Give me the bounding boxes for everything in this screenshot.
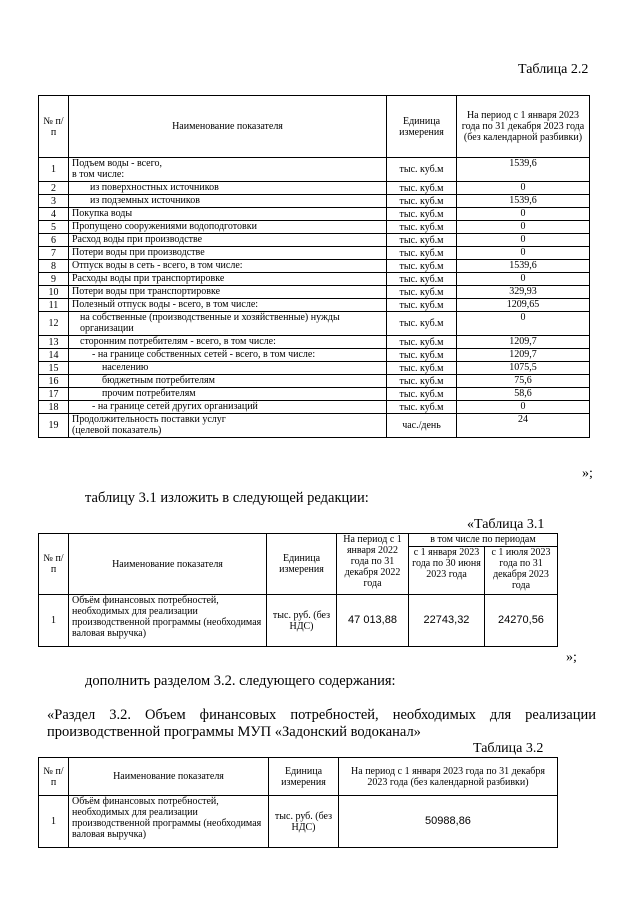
row-value-1: 22743,32	[409, 595, 485, 647]
row-unit: тыс. куб.м	[387, 158, 457, 182]
row-value-2: 24270,56	[485, 595, 558, 647]
row-name-line: населению	[102, 362, 149, 373]
table-row	[39, 158, 590, 182]
row-unit: тыс. куб.м	[387, 336, 457, 349]
table-row	[39, 401, 590, 414]
paragraph-table-3-1-intro: таблицу 3.1 изложить в следующей редакции:	[85, 490, 369, 506]
row-name	[69, 260, 387, 273]
table-2-2-caption: Таблица 2.2	[518, 62, 589, 77]
table-3-2-caption: Таблица 3.2	[473, 741, 544, 756]
row-name-line: Полезный отпуск воды - всего, в том числе:	[72, 299, 259, 310]
section-3-2-title: «Раздел 3.2. Объем финансовых потребностей, необходимых для реализации производственной программы МУП «Задонский водоканал»	[47, 707, 596, 740]
row-value: 1539,6	[457, 158, 590, 182]
row-unit: тыс. куб.м	[387, 247, 457, 260]
row-unit: тыс. куб.м	[387, 401, 457, 414]
row-name: Объём финансовых потребностей, необходимых для реализации производственной программы (необходимая валовая выручка)	[69, 796, 269, 848]
row-name-line: на собственные (производственные и хозяйственные) нужды	[80, 312, 340, 323]
header-name: Наименование показателя	[69, 758, 269, 796]
row-name	[69, 312, 387, 336]
row-unit: час./день	[387, 414, 457, 438]
row-name-line: из подземных источников	[90, 195, 200, 206]
row-name	[69, 195, 387, 208]
row-num: 7	[39, 247, 69, 260]
header-period: На период с 1 января 2022 года по 31 декабря 2022 года	[337, 534, 409, 595]
row-name-line: из поверхностных источников	[90, 182, 219, 193]
row-name-line: - на границе собственных сетей - всего, в том числе:	[92, 349, 316, 360]
header-period-2: с 1 июля 2023 года по 31 декабря 2023 года	[485, 547, 558, 595]
row-value: 1539,6	[457, 260, 590, 273]
header-unit: Единица измерения	[269, 758, 339, 796]
row-value: 0	[457, 247, 590, 260]
row-name	[69, 349, 387, 362]
row-num: 4	[39, 208, 69, 221]
row-name-line: сторонним потребителям - всего, в том числе:	[80, 336, 276, 347]
row-unit: тыс. руб. (без НДС)	[267, 595, 337, 647]
row-name-line: Продолжительность поставки услуг	[72, 414, 226, 425]
row-name-line: Потери воды при транспортировке	[72, 286, 221, 297]
row-value: 75,6	[457, 375, 590, 388]
table-header-row	[39, 758, 558, 796]
header-num: № п/п	[39, 534, 69, 595]
row-num: 11	[39, 299, 69, 312]
row-value: 58,6	[457, 388, 590, 401]
row-name	[69, 158, 387, 182]
row-num: 10	[39, 286, 69, 299]
row-num: 5	[39, 221, 69, 234]
row-name-line: Потери воды при производстве	[72, 247, 205, 258]
row-name	[69, 208, 387, 221]
row-num: 15	[39, 362, 69, 375]
row-value: 0	[457, 221, 590, 234]
table-header-row	[39, 534, 558, 547]
row-name	[69, 247, 387, 260]
row-value: 1539,6	[457, 195, 590, 208]
row-num: 2	[39, 182, 69, 195]
table-row	[39, 286, 590, 299]
row-value: 1075,5	[457, 362, 590, 375]
table-2-2-closing: »;	[582, 466, 593, 481]
row-name: Объём финансовых потребностей, необходимых для реализации производственной программы (необходимая валовая выручка)	[69, 595, 267, 647]
table-3-1-caption: «Таблица 3.1	[467, 517, 545, 532]
table-row	[39, 362, 590, 375]
table-row	[39, 336, 590, 349]
row-name	[69, 273, 387, 286]
row-name-line: организации	[80, 323, 134, 334]
row-name	[69, 182, 387, 195]
row-unit: тыс. куб.м	[387, 375, 457, 388]
row-unit: тыс. куб.м	[387, 286, 457, 299]
row-value: 50988,86	[339, 796, 558, 848]
row-num: 17	[39, 388, 69, 401]
row-value: 0	[457, 182, 590, 195]
table-row	[39, 414, 590, 438]
table-row	[39, 208, 590, 221]
row-unit: тыс. куб.м	[387, 362, 457, 375]
header-unit: Единица измерения	[267, 534, 337, 595]
row-unit: тыс. куб.м	[387, 182, 457, 195]
table-row	[39, 273, 590, 286]
table-row	[39, 312, 590, 336]
row-name-line: бюджетным потребителям	[102, 375, 215, 386]
header-num: № п/п	[39, 96, 69, 158]
table-row	[39, 796, 558, 848]
row-unit: тыс. куб.м	[387, 312, 457, 336]
table-3-1-closing: »;	[566, 650, 577, 665]
row-name	[69, 401, 387, 414]
row-name	[69, 362, 387, 375]
header-group: в том числе по периодам	[409, 534, 558, 547]
row-value: 0	[457, 208, 590, 221]
table-row	[39, 247, 590, 260]
row-name	[69, 234, 387, 247]
row-name-line: Пропущено сооружениями водоподготовки	[72, 221, 257, 232]
row-name	[69, 375, 387, 388]
row-value: 24	[457, 414, 590, 438]
row-num: 1	[39, 796, 69, 848]
row-num: 16	[39, 375, 69, 388]
row-value: 329,93	[457, 286, 590, 299]
row-name-line: Отпуск воды в сеть - всего, в том числе:	[72, 260, 243, 271]
row-unit: тыс. куб.м	[387, 195, 457, 208]
row-num: 9	[39, 273, 69, 286]
row-unit: тыс. куб.м	[387, 273, 457, 286]
header-name: Наименование показателя	[69, 96, 387, 158]
table-2-2	[38, 95, 590, 438]
row-name	[69, 414, 387, 438]
table-row	[39, 195, 590, 208]
row-num: 6	[39, 234, 69, 247]
row-num: 12	[39, 312, 69, 336]
table-row	[39, 182, 590, 195]
row-name-line: прочим потребителям	[102, 388, 196, 399]
row-name-line: (целевой показатель)	[72, 425, 162, 436]
table-row	[39, 375, 590, 388]
row-num: 3	[39, 195, 69, 208]
row-num: 19	[39, 414, 69, 438]
row-unit: тыс. куб.м	[387, 234, 457, 247]
row-value: 0	[457, 401, 590, 414]
table-row	[39, 234, 590, 247]
row-unit: тыс. куб.м	[387, 208, 457, 221]
row-num: 13	[39, 336, 69, 349]
row-name-line: Покупка воды	[72, 208, 133, 219]
table-row	[39, 349, 590, 362]
row-unit: тыс. куб.м	[387, 388, 457, 401]
row-value: 0	[457, 312, 590, 336]
row-unit: тыс. куб.м	[387, 299, 457, 312]
row-name-line: Расход воды при производстве	[72, 234, 203, 245]
table-3-2	[38, 757, 558, 848]
table-row	[39, 388, 590, 401]
header-period-1: с 1 января 2023 года по 30 июня 2023 года	[409, 547, 485, 595]
header-name: Наименование показателя	[69, 534, 267, 595]
row-value: 1209,65	[457, 299, 590, 312]
row-total: 47 013,88	[337, 595, 409, 647]
row-num: 1	[39, 595, 69, 647]
header-unit: Единица измерения	[387, 96, 457, 158]
row-name	[69, 388, 387, 401]
table-header-row	[39, 96, 590, 158]
row-name	[69, 299, 387, 312]
row-name-line: Расходы воды при транспортировке	[72, 273, 225, 284]
row-unit: тыс. куб.м	[387, 349, 457, 362]
paragraph-section-3-2-intro: дополнить разделом 3.2. следующего содержания:	[85, 673, 396, 689]
table-row	[39, 221, 590, 234]
row-name-line: в том числе:	[72, 169, 125, 180]
row-name	[69, 336, 387, 349]
row-value: 1209,7	[457, 336, 590, 349]
row-value: 0	[457, 234, 590, 247]
row-num: 18	[39, 401, 69, 414]
row-unit: тыс. куб.м	[387, 260, 457, 273]
row-value: 1209,7	[457, 349, 590, 362]
table-row	[39, 299, 590, 312]
row-unit: тыс. куб.м	[387, 221, 457, 234]
row-num: 8	[39, 260, 69, 273]
row-name	[69, 221, 387, 234]
row-num: 14	[39, 349, 69, 362]
header-num: № п/п	[39, 758, 69, 796]
header-period: На период с 1 января 2023 года по 31 декабря 2023 года (без календарной разбивки)	[339, 758, 558, 796]
row-name-line: - на границе сетей других организаций	[92, 401, 258, 412]
table-row	[39, 260, 590, 273]
table-3-1	[38, 533, 558, 647]
table-row	[39, 595, 558, 647]
row-num: 1	[39, 158, 69, 182]
row-value: 0	[457, 273, 590, 286]
row-unit: тыс. руб. (без НДС)	[269, 796, 339, 848]
row-name	[69, 286, 387, 299]
row-name-line: Подъем воды - всего,	[72, 158, 162, 169]
header-period: На период с 1 января 2023 года по 31 декабря 2023 года (без календарной разбивки)	[457, 96, 590, 158]
